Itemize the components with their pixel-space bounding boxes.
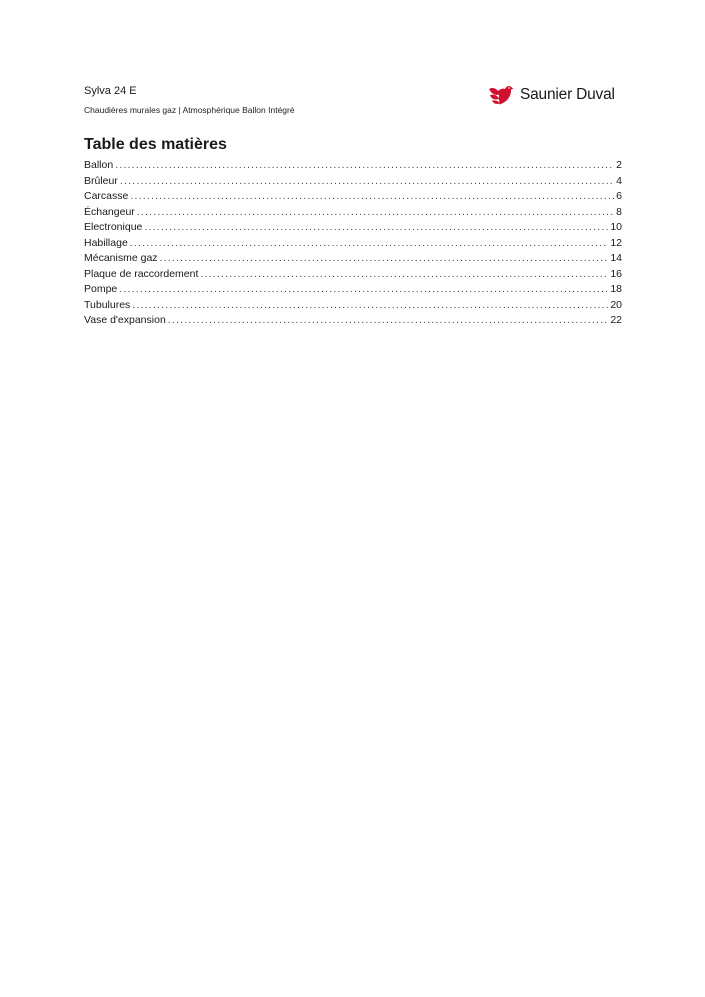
toc-entry-label: Brûleur [84,174,118,187]
toc-entry[interactable] [84,251,622,267]
toc-entry-page: 10 [610,221,622,233]
toc-entry[interactable] [84,158,622,174]
toc-entry-label: Plaque de raccordement [84,267,199,280]
toc-leader-dots [132,298,608,314]
toc-entry-label: Ballon [84,159,114,171]
toc-entry-page: 22 [610,314,622,326]
toc-leader-dots [130,236,609,252]
toc-leader-dots [120,174,614,190]
toc-entry-label: Mécanisme gaz [84,252,158,264]
toc-leader-dots [115,158,614,174]
toc-title: Table des matières [84,136,227,153]
product-subtitle: Chaudières murales gaz | Atmosphérique Ballon Intégré [84,105,295,115]
toc-entry-page: 16 [610,267,622,280]
toc-list [84,158,622,329]
toc-entry-label: Tubulures [84,298,131,311]
toc-entry[interactable] [84,189,622,205]
toc-entry-label: Electronique [84,221,143,233]
toc-entry[interactable] [84,220,622,236]
toc-entry[interactable] [84,236,622,252]
toc-leader-dots [119,282,608,298]
table-of-contents [84,135,622,329]
toc-leader-dots [130,189,614,205]
toc-leader-dots [168,313,609,329]
toc-entry-page: 6 [616,190,622,202]
toc-entry[interactable] [84,267,622,283]
toc-leader-dots [144,220,608,236]
brand-name: Saunier Duval [520,86,615,103]
toc-leader-dots [137,205,614,221]
toc-entry-label: Échangeur [84,205,135,218]
toc-entry-label: Vase d'expansion [84,314,166,326]
toc-entry-page: 4 [616,174,622,187]
toc-entry[interactable] [84,282,622,298]
toc-entry-page: 2 [616,159,622,171]
toc-entry[interactable] [84,174,622,190]
toc-entry-page: 8 [616,205,622,218]
toc-entry[interactable] [84,313,622,329]
toc-entry-label: Carcasse [84,190,129,202]
toc-leader-dots [160,251,609,267]
toc-entry[interactable] [84,298,622,314]
toc-leader-dots [200,267,608,283]
toc-entry[interactable] [84,205,622,221]
bird-icon [488,83,514,107]
product-title: Sylva 24 E [84,85,137,97]
toc-entry-page: 20 [610,298,622,311]
toc-entry-page: 14 [610,252,622,264]
toc-entry-page: 18 [610,283,622,295]
brand-logo [488,83,615,107]
toc-entry-label: Habillage [84,236,128,249]
toc-entry-label: Pompe [84,283,118,295]
toc-entry-page: 12 [610,236,622,249]
document-header [84,84,295,116]
